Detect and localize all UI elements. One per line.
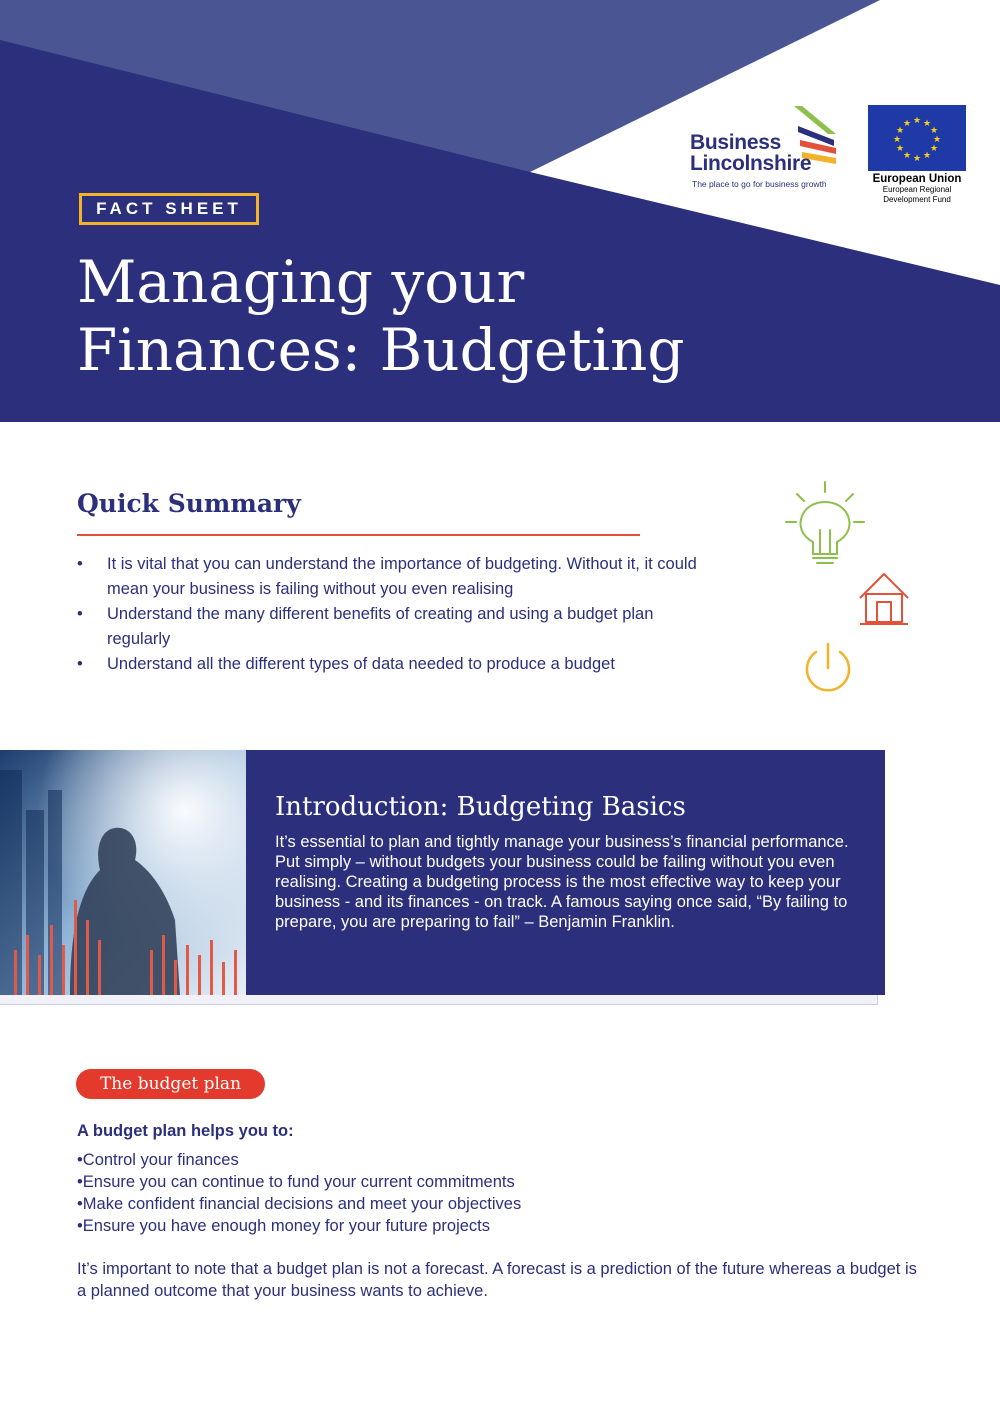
logo-tagline: The place to go for business growth [692,179,827,189]
fact-sheet-badge: FACT SHEET [79,193,259,225]
list-item: • Ensure you have enough money for your future projects [77,1215,521,1237]
budget-plan-lead: A budget plan helps you to: [77,1122,294,1140]
decorative-icons [780,480,920,700]
budget-plan-pill: The budget plan [76,1069,265,1099]
logo-group [688,100,978,210]
page-title [77,248,837,384]
business-lincolnshire-logo[interactable] [690,104,840,194]
svg-text:★: ★ [922,119,932,129]
list-item: • Make confident financial decisions and meet your objectives [77,1193,521,1215]
svg-text:★: ★ [929,126,939,136]
quick-summary-heading: Quick Summary [77,489,301,518]
list-item: • Ensure you can continue to fund your current commitments [77,1171,521,1193]
eu-flag-icon [868,105,966,171]
svg-text:★: ★ [912,154,922,164]
eu-sub-line2: Development Fund [883,195,951,204]
title-line2: Finances: Budgeting [77,316,685,384]
title-line1: Managing your [77,248,525,316]
svg-text:★: ★ [895,144,905,154]
header-banner [0,0,1000,422]
power-icon [807,644,849,690]
eu-sub-line1: European Regional [882,185,952,194]
quick-summary-list [77,552,717,677]
intro-heading: Introduction: Budgeting Basics [275,792,686,822]
svg-text:★: ★ [929,144,939,154]
eu-logo [868,105,966,205]
list-item: • Understand all the different types of data needed to produce a budget [77,652,717,677]
svg-text:★: ★ [895,126,905,136]
list-item: • Control your finances [77,1149,521,1171]
svg-text:★: ★ [922,151,932,161]
list-item: • Understand the many different benefits of creating and using a budget plan regularly [77,602,717,652]
finance-image-icon [0,750,246,995]
budget-plan-note: It’s important to note that a budget plan is not a forecast. A forecast is a prediction of the future whereas a budget is a planned outcome that your business wants to achieve. [77,1260,917,1300]
svg-text:★: ★ [902,119,912,129]
svg-text:★: ★ [892,135,902,145]
list-item: • It is vital that you can understand the importance of budgeting. Without it, it could mean your business is failing without you even realising [77,552,717,602]
lightbulb-icon [786,482,864,563]
logo-line1: Business [690,131,781,154]
intro-card [246,750,885,995]
intro-body: It’s essential to plan and tightly manage your business’s financial performance. Put simply – without budgets your business could be failing without you even realising. Creating a budgeting process is the most effective way to keep your business - and its finances - on track. A famous saying once said, “By failing to prepare, you are preparing to fail” – Benjamin Franklin. [275,833,849,931]
quick-summary-divider [77,534,640,536]
logo-wordmark [690,132,811,174]
budget-plan-list [77,1149,521,1237]
eu-name: European Union [872,173,962,185]
business-person-photo [0,750,246,995]
svg-text:★: ★ [902,151,912,161]
svg-text:★: ★ [912,116,922,126]
svg-text:★: ★ [932,135,942,145]
house-icon [860,574,908,624]
logo-line2: Lincolnshire [690,152,812,175]
